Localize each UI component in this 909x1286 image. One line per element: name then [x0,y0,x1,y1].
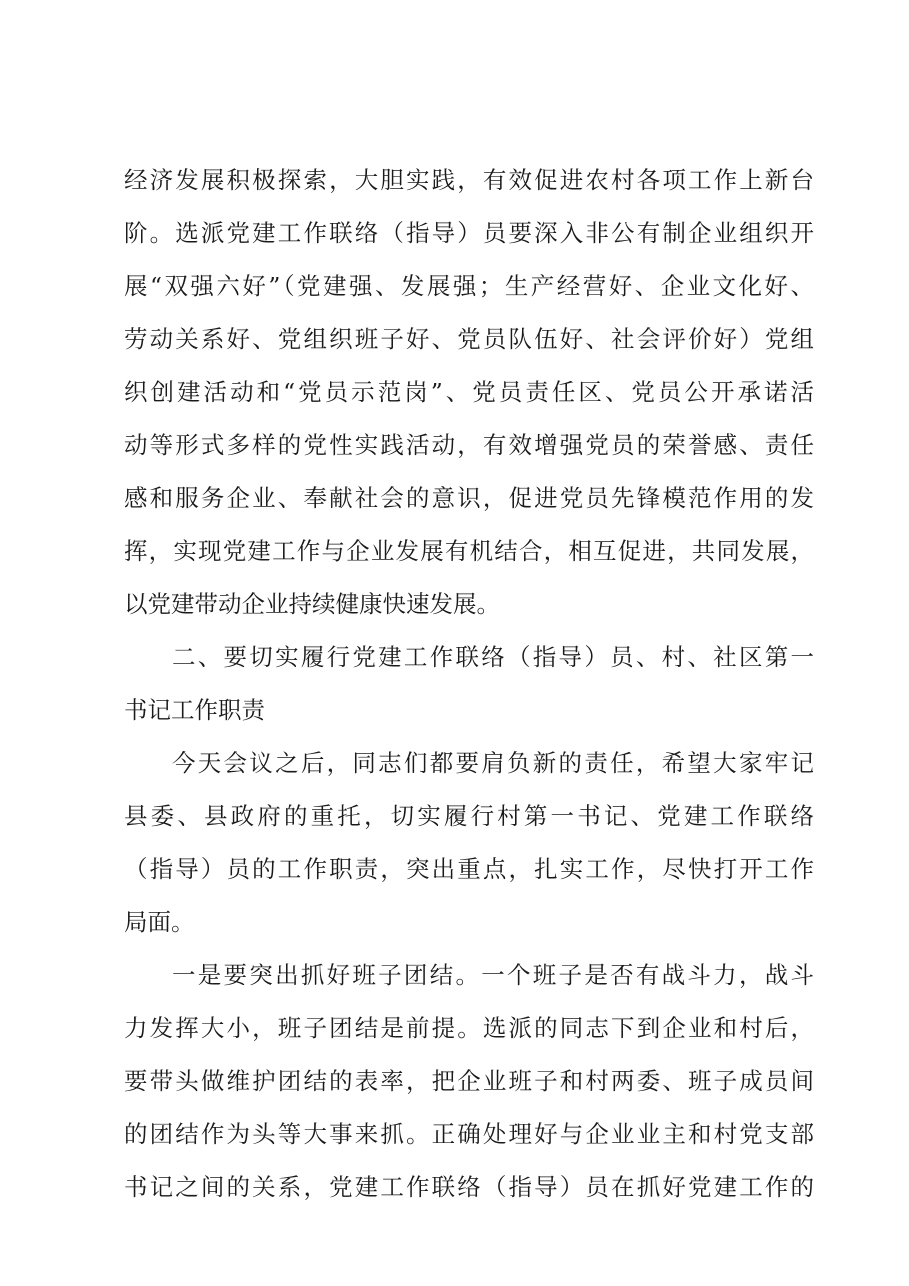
text-line: 动等形式多样的党性实践活动，有效增强党员的荣誉感、责任 [124,431,814,459]
section-heading-line: 二、要切实履行党建工作联络（指导）员、村、社区第一 [172,643,814,671]
text-line: 以党建带动企业持续健康快速发展。 [124,590,500,618]
text-line: 今天会议之后，同志们都要肩负新的责任，希望大家牢记 [172,749,814,777]
section-heading-line: 书记工作职责 [124,696,265,724]
text-line: 力发挥大小，班子团结是前提。选派的同志下到企业和村后， [124,1014,814,1042]
text-line: 织创建活动和“党员示范岗”、党员责任区、党员公开承诺活 [124,378,814,406]
text-line: 阶。选派党建工作联络（指导）员要深入非公有制企业组织开 [124,219,814,247]
text-line: 书记之间的关系，党建工作联络（指导）员在抓好党建工作的 [124,1173,814,1201]
text-line: 县委、县政府的重托，切实履行村第一书记、党建工作联络 [124,802,814,830]
text-line: 局面。 [124,908,195,936]
text-line: 要带头做维护团结的表率，把企业班子和村两委、班子成员间 [124,1067,814,1095]
text-line: 挥，实现党建工作与企业发展有机结合，相互促进，共同发展， [124,537,814,565]
text-line: （指导）员的工作职责，突出重点，扎实工作，尽快打开工作 [124,855,814,883]
text-line: 感和服务企业、奉献社会的意识，促进党员先锋模范作用的发 [124,484,814,512]
text-line: 的团结作为头等大事来抓。正确处理好与企业业主和村党支部 [124,1120,814,1148]
text-line: 展“双强六好”（党建强、发展强；生产经营好、企业文化好、 [124,272,814,300]
text-line: 经济发展积极探索，大胆实践，有效促进农村各项工作上新台 [124,166,814,194]
text-line: 劳动关系好、党组织班子好、党员队伍好、社会评价好）党组 [124,325,814,353]
text-line: 一是要突出抓好班子团结。一个班子是否有战斗力，战斗 [172,961,814,989]
